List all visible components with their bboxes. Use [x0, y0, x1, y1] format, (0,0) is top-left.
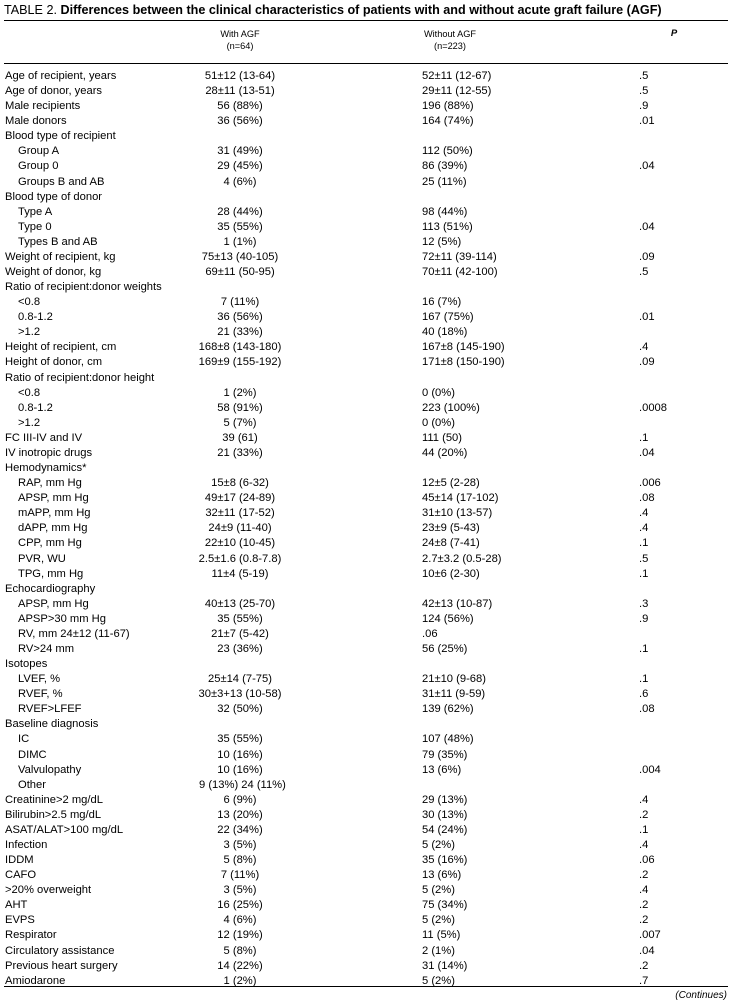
table-row: [0, 416, 732, 431]
cell-p-value: .1: [639, 823, 649, 836]
cell-with-agf: 58 (91%): [217, 401, 263, 414]
cell-p-value: .007: [639, 929, 661, 942]
cell-with-agf: 69±11 (50-95): [205, 266, 275, 279]
cell-with-agf: 30±3+13 (10-58): [198, 688, 282, 701]
cell-without-agf: 164 (74%): [422, 115, 474, 128]
cell-with-agf: 23 (36%): [217, 642, 263, 655]
row-label: Male donors: [5, 115, 67, 128]
row-label: Type 0: [18, 220, 52, 233]
row-label: <0.8: [18, 386, 41, 399]
row-label: AHT: [5, 899, 28, 912]
header-p-value: P: [670, 28, 678, 39]
table-row: [0, 69, 732, 84]
row-label: EVPS: [5, 914, 35, 927]
cell-without-agf: 16 (7%): [422, 296, 462, 309]
row-label: LVEF, %: [18, 673, 61, 686]
cell-with-agf: 32 (50%): [217, 703, 263, 716]
cell-with-agf: 168±8 (143-180): [198, 341, 282, 354]
table-row: [0, 190, 732, 205]
table-row: [0, 205, 732, 220]
cell-without-agf: 45±14 (17-102): [422, 492, 499, 505]
table-row: [0, 732, 732, 747]
cell-p-value: .01: [639, 115, 655, 128]
cell-with-agf: 4 (6%): [223, 175, 257, 188]
cell-without-agf: 139 (62%): [422, 703, 474, 716]
table-body: [0, 69, 732, 989]
continues-note: (Continues): [675, 990, 727, 1001]
row-label: CPP, mm Hg: [18, 537, 82, 550]
table-row: [0, 446, 732, 461]
cell-with-agf: 49±17 (24-89): [204, 492, 276, 505]
cell-with-agf: 21 (33%): [217, 326, 263, 339]
table-caption: [4, 3, 662, 17]
row-label: APSP>30 mm Hg: [18, 612, 106, 625]
cell-with-agf: 75±13 (40-105): [201, 250, 279, 263]
table-row: [0, 310, 732, 325]
cell-without-agf: 35 (16%): [422, 854, 468, 867]
cell-with-agf: 10 (16%): [217, 763, 263, 776]
table-row: [0, 99, 732, 114]
cell-p-value: .7: [639, 974, 649, 987]
table-row: [0, 461, 732, 476]
cell-without-agf: 10±6 (2-30): [422, 567, 480, 580]
cell-without-agf: 70±11 (42-100): [422, 266, 498, 279]
row-label: IC: [18, 733, 30, 746]
header-with-agf: [200, 28, 280, 52]
cell-without-agf: 13 (6%): [422, 869, 462, 882]
cell-with-agf: 4 (6%): [223, 914, 257, 927]
cell-with-agf: 39 (61): [222, 431, 258, 444]
cell-p-value: .0008: [639, 401, 667, 414]
cell-without-agf: 40 (18%): [422, 326, 468, 339]
cell-with-agf: 51±12 (13-64): [204, 70, 276, 82]
table-row: [0, 552, 732, 567]
cell-without-agf: 111 (50): [422, 431, 463, 444]
bottom-rule: [4, 986, 728, 987]
row-label: RV, mm 24±12 (11-67): [18, 627, 130, 640]
cell-p-value: .06: [639, 854, 655, 867]
row-label: APSP, mm Hg: [18, 492, 89, 505]
row-label: RV>24 mm: [18, 642, 75, 655]
cell-with-agf: 28 (44%): [217, 205, 263, 218]
row-label: Type A: [18, 205, 53, 218]
cell-p-value: .4: [639, 838, 649, 851]
table-row: [0, 944, 732, 959]
cell-without-agf: 56 (25%): [422, 642, 468, 655]
row-label: Weight of recipient, kg: [5, 250, 116, 263]
cell-p-value: .006: [639, 477, 661, 490]
row-label: Isotopes: [5, 658, 48, 671]
row-label: >1.2: [18, 326, 41, 339]
cell-p-value: .5: [639, 552, 649, 565]
table-row: [0, 687, 732, 702]
cell-with-agf: 35 (55%): [217, 733, 263, 746]
cell-without-agf: 75 (34%): [422, 899, 468, 912]
cell-with-agf: 10 (16%): [217, 748, 263, 761]
row-label: PVR, WU: [18, 552, 66, 565]
header-with-agf-label: With AGF: [220, 29, 260, 39]
cell-with-agf: 5 (8%): [223, 944, 257, 957]
table-row: [0, 295, 732, 310]
header-without-agf-label: Without AGF: [423, 29, 477, 39]
table-row: [0, 883, 732, 898]
table-row: [0, 401, 732, 416]
cell-p-value: .01: [639, 311, 655, 324]
row-label: dAPP, mm Hg: [18, 522, 88, 535]
cell-without-agf: 24±8 (7-41): [422, 537, 480, 550]
cell-p-value: .3: [639, 597, 649, 610]
cell-with-agf: 36 (56%): [217, 115, 263, 128]
cell-p-value: .09: [639, 250, 655, 263]
row-label: IV inotropic drugs: [5, 446, 93, 459]
table-row: [0, 175, 732, 190]
cell-with-agf: 28±11 (13-51): [205, 85, 275, 98]
cell-without-agf: 86 (39%): [422, 160, 468, 173]
table-row: [0, 250, 732, 265]
row-label: Group A: [18, 145, 60, 158]
table-row: [0, 220, 732, 235]
cell-without-agf: 23±9 (5-43): [422, 522, 480, 535]
table-row: [0, 265, 732, 280]
cell-with-agf: 169±9 (155-192): [198, 356, 282, 369]
row-label: >20% overweight: [5, 884, 92, 897]
cell-p-value: .2: [639, 899, 649, 912]
table-row: [0, 748, 732, 763]
cell-with-agf: 9 (13%) 24 (11%): [199, 778, 286, 791]
cell-with-agf: 11±4 (5-19): [211, 567, 269, 580]
table-row: [0, 325, 732, 340]
cell-with-agf: 1 (1%): [223, 235, 257, 248]
cell-p-value: .1: [639, 567, 649, 580]
row-label: Baseline diagnosis: [5, 718, 99, 731]
cell-with-agf: 2.5±1.6 (0.8-7.8): [198, 552, 282, 565]
cell-p-value: .4: [639, 522, 649, 535]
table-row: [0, 536, 732, 551]
row-label: 0.8-1.2: [18, 401, 53, 414]
cell-with-agf: 15±8 (6-32): [211, 477, 269, 490]
table-row: [0, 340, 732, 355]
cell-without-agf: 12±5 (2-28): [422, 477, 480, 490]
cell-p-value: .1: [639, 431, 649, 444]
row-label: Creatinine>2 mg/dL: [5, 793, 103, 806]
table-row: [0, 597, 732, 612]
cell-without-agf: 21±10 (9-68): [422, 673, 486, 686]
header-with-agf-n: (n=64): [226, 41, 254, 51]
cell-p-value: .4: [639, 793, 649, 806]
cell-p-value: .1: [639, 642, 649, 655]
cell-with-agf: 21±7 (5-42): [211, 627, 269, 640]
table-caption-prefix: TABLE 2.: [4, 3, 61, 17]
cell-without-agf: 124 (56%): [422, 612, 474, 625]
cell-p-value: .5: [639, 266, 649, 279]
cell-with-agf: 7 (11%): [220, 296, 260, 309]
table-row: [0, 129, 732, 144]
row-label: APSP, mm Hg: [18, 597, 89, 610]
cell-with-agf: 35 (55%): [217, 220, 263, 233]
table-row: [0, 717, 732, 732]
cell-p-value: .9: [639, 612, 649, 625]
cell-without-agf: 31±10 (13-57): [422, 507, 493, 520]
cell-without-agf: 30 (13%): [422, 808, 468, 821]
row-label: ASAT/ALAT>100 mg/dL: [5, 823, 124, 836]
row-label: IDDM: [5, 854, 34, 867]
cell-p-value: .4: [639, 884, 649, 897]
cell-p-value: .5: [639, 85, 649, 98]
table-row: [0, 959, 732, 974]
row-label: Types B and AB: [18, 235, 98, 248]
table-row: [0, 280, 732, 295]
cell-p-value: .09: [639, 356, 655, 369]
row-label: 0.8-1.2: [18, 311, 53, 324]
table-row: [0, 853, 732, 868]
cell-p-value: .2: [639, 869, 649, 882]
cell-with-agf: 24±9 (11-40): [208, 522, 272, 535]
cell-p-value: .04: [639, 160, 655, 173]
row-label: RVEF>LFEF: [18, 703, 82, 716]
row-label: Blood type of donor: [5, 190, 103, 203]
cell-p-value: .2: [639, 959, 649, 972]
row-label: Echocardiography: [5, 582, 96, 595]
table-row: [0, 431, 732, 446]
table-row: [0, 672, 732, 687]
top-rule: [4, 20, 728, 21]
cell-without-agf: 167 (75%): [422, 311, 474, 324]
cell-without-agf: 0 (0%): [422, 416, 455, 429]
table-row: [0, 838, 732, 853]
row-label: Ratio of recipient:donor height: [5, 371, 155, 384]
cell-without-agf: 5 (2%): [422, 884, 455, 897]
cell-p-value: .5: [639, 70, 649, 82]
table-row: [0, 642, 732, 657]
cell-with-agf: 3 (5%): [223, 838, 257, 851]
row-label: mAPP, mm Hg: [18, 507, 91, 520]
cell-without-agf: 5 (2%): [422, 838, 455, 851]
cell-p-value: .004: [639, 763, 661, 776]
cell-p-value: .1: [639, 673, 649, 686]
cell-p-value: .1: [639, 537, 649, 550]
cell-with-agf: 35 (55%): [217, 612, 263, 625]
cell-without-agf: 5 (2%): [422, 974, 455, 987]
cell-with-agf: 13 (20%): [217, 808, 263, 821]
cell-without-agf: 29±11 (12-55): [422, 85, 492, 98]
cell-p-value: .04: [639, 446, 655, 459]
cell-with-agf: 3 (5%): [223, 884, 257, 897]
table-row: [0, 793, 732, 808]
header-rule: [4, 63, 728, 64]
cell-without-agf: 25 (11%): [422, 175, 467, 188]
cell-with-agf: 7 (11%): [220, 869, 260, 882]
row-label: CAFO: [5, 869, 37, 882]
table-row: [0, 808, 732, 823]
cell-without-agf: 31±11 (9-59): [422, 688, 486, 701]
cell-without-agf: 167±8 (145-190): [422, 341, 505, 354]
cell-with-agf: 25±14 (7-75): [208, 673, 272, 686]
table-row: [0, 657, 732, 672]
table-row: [0, 898, 732, 913]
row-label: Amiodarone: [5, 974, 66, 987]
table-row: [0, 702, 732, 717]
cell-p-value: .04: [639, 944, 655, 957]
row-label: Hemodynamics*: [5, 462, 87, 475]
row-label: Valvulopathy: [18, 763, 82, 776]
cell-without-agf: 171±8 (150-190): [422, 356, 505, 369]
cell-without-agf: 31 (14%): [422, 959, 468, 972]
table-row: [0, 567, 732, 582]
cell-without-agf: 107 (48%): [422, 733, 474, 746]
row-label: DIMC: [18, 748, 47, 761]
table-row: [0, 476, 732, 491]
cell-without-agf: 44 (20%): [422, 446, 468, 459]
row-label: Infection: [5, 838, 48, 851]
table-row: [0, 778, 732, 793]
cell-p-value: .08: [639, 703, 655, 716]
cell-with-agf: 16 (25%): [217, 899, 263, 912]
row-label: Blood type of recipient: [5, 130, 116, 143]
cell-with-agf: 6 (9%): [223, 793, 257, 806]
row-label: Circulatory assistance: [5, 944, 115, 957]
row-label: Group 0: [18, 160, 59, 173]
table-row: [0, 928, 732, 943]
table-row: [0, 521, 732, 536]
cell-with-agf: 29 (45%): [217, 160, 263, 173]
table-row: [0, 763, 732, 778]
cell-with-agf: 36 (56%): [217, 311, 263, 324]
cell-with-agf: 14 (22%): [217, 959, 263, 972]
row-label: Height of recipient, cm: [5, 341, 117, 354]
cell-with-agf: 22±10 (10-45): [204, 537, 276, 550]
cell-without-agf: .06: [422, 627, 438, 640]
row-label: Groups B and AB: [18, 175, 105, 188]
table-row: [0, 491, 732, 506]
cell-without-agf: 11 (5%): [422, 929, 461, 942]
table-row: [0, 582, 732, 597]
row-label: Age of recipient, years: [5, 70, 117, 82]
cell-without-agf: 112 (50%): [422, 145, 473, 158]
row-label: Other: [18, 778, 46, 791]
header-without-agf-n: (n=223): [434, 41, 466, 51]
cell-without-agf: 2.7±3.2 (0.5-28): [422, 552, 502, 565]
row-label: RVEF, %: [18, 688, 63, 701]
cell-without-agf: 12 (5%): [422, 235, 462, 248]
row-label: RAP, mm Hg: [18, 477, 82, 490]
cell-p-value: .9: [639, 100, 649, 113]
cell-p-value: .2: [639, 914, 649, 927]
cell-without-agf: 2 (1%): [422, 944, 455, 957]
row-label: Age of donor, years: [5, 85, 103, 98]
cell-with-agf: 1 (2%): [223, 386, 257, 399]
cell-p-value: .4: [639, 341, 649, 354]
table-row: [0, 627, 732, 642]
table-row: [0, 355, 732, 370]
cell-p-value: .2: [639, 808, 649, 821]
cell-with-agf: 40±13 (25-70): [204, 597, 276, 610]
cell-p-value: .08: [639, 492, 655, 505]
table-caption-title: Differences between the clinical characteristics of patients with and without acute graft failure (AGF): [60, 3, 662, 17]
cell-without-agf: 113 (51%): [422, 220, 473, 233]
table-row: [0, 913, 732, 928]
cell-p-value: .6: [639, 688, 649, 701]
row-label: <0.8: [18, 296, 41, 309]
table-row: [0, 612, 732, 627]
cell-without-agf: 13 (6%): [422, 763, 462, 776]
cell-without-agf: 72±11 (39-114): [422, 250, 497, 263]
cell-with-agf: 12 (19%): [217, 929, 263, 942]
table-row: [0, 235, 732, 250]
cell-p-value: .4: [639, 507, 649, 520]
row-label: Previous heart surgery: [5, 959, 118, 972]
cell-with-agf: 32±11 (17-52): [205, 507, 275, 520]
cell-p-value: .04: [639, 220, 655, 233]
table-row: [0, 144, 732, 159]
cell-without-agf: 42±13 (10-87): [422, 597, 493, 610]
table-row: [0, 386, 732, 401]
cell-with-agf: 5 (7%): [223, 416, 257, 429]
cell-with-agf: 21 (33%): [217, 446, 263, 459]
cell-without-agf: 29 (13%): [422, 793, 468, 806]
table-row: [0, 114, 732, 129]
cell-without-agf: 52±11 (12-67): [422, 70, 492, 82]
cell-without-agf: 0 (0%): [422, 386, 455, 399]
cell-without-agf: 5 (2%): [422, 914, 455, 927]
cell-with-agf: 56 (88%): [217, 100, 263, 113]
cell-with-agf: 5 (8%): [223, 854, 257, 867]
table-row: [0, 506, 732, 521]
table-row: [0, 823, 732, 838]
cell-without-agf: 223 (100%): [422, 401, 480, 414]
cell-with-agf: 1 (2%): [223, 974, 257, 987]
row-label: Bilirubin>2.5 mg/dL: [5, 808, 102, 821]
cell-without-agf: 98 (44%): [422, 205, 468, 218]
row-label: Male recipients: [5, 100, 81, 113]
table-row: [0, 868, 732, 883]
header-without-agf: [410, 28, 490, 52]
table-row: [0, 159, 732, 174]
row-label: Weight of donor, kg: [5, 266, 102, 279]
table-row: [0, 84, 732, 99]
cell-without-agf: 54 (24%): [422, 823, 468, 836]
row-label: FC III-IV and IV: [5, 431, 83, 444]
cell-with-agf: 22 (34%): [217, 823, 263, 836]
row-label: Respirator: [5, 929, 57, 942]
row-label: TPG, mm Hg: [18, 567, 84, 580]
row-label: Ratio of recipient:donor weights: [5, 281, 162, 294]
row-label: Height of donor, cm: [5, 356, 103, 369]
cell-without-agf: 79 (35%): [422, 748, 468, 761]
row-label: >1.2: [18, 416, 41, 429]
cell-without-agf: 196 (88%): [422, 100, 474, 113]
cell-with-agf: 31 (49%): [217, 145, 263, 158]
table-row: [0, 371, 732, 386]
